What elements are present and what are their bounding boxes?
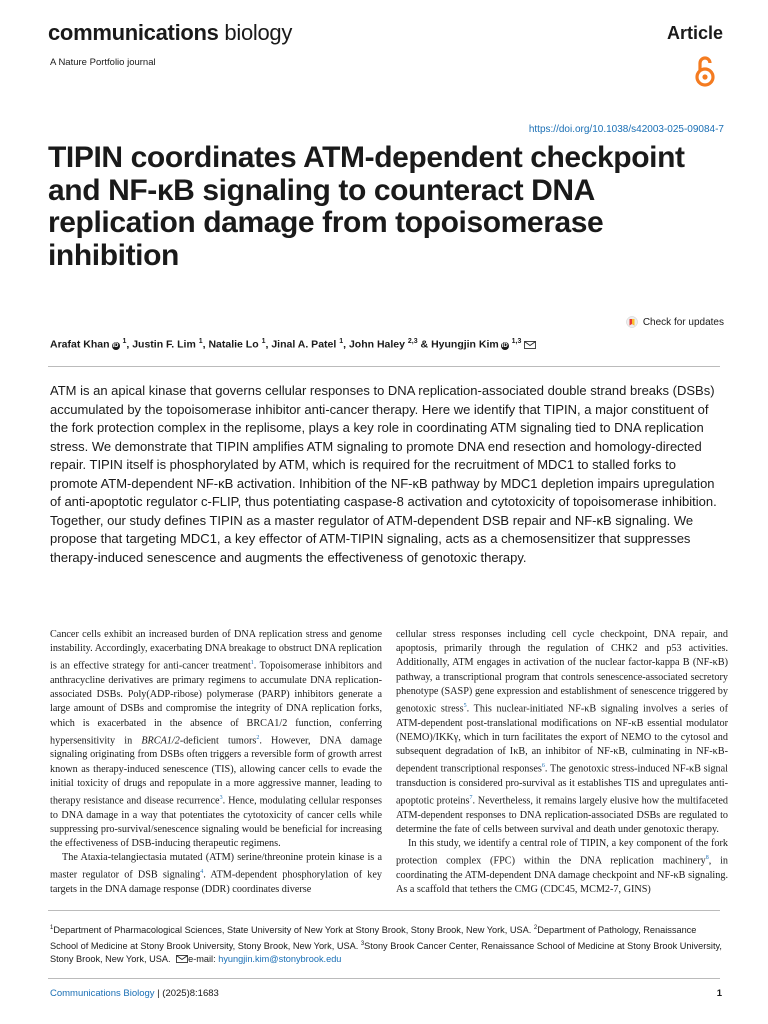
author-name[interactable]: Natalie Lo bbox=[208, 338, 259, 351]
body-column-left bbox=[50, 628, 382, 897]
affiliation-text: Department of Pharmacological Sciences, State University of New York at Stony Brook, Stony Brook, New York, USA. bbox=[53, 925, 534, 936]
affiliation-text: Stony Brook Cancer Center, Renaissance School of Medicine at Stony Brook University, Stony Brook, New York, USA. bbox=[50, 940, 722, 965]
doi-link[interactable]: https://doi.org/10.1038/s42003-025-09084-7 bbox=[528, 124, 724, 135]
body-text: In this study, we identify a central role of TIPIN, a key component of the fork protection complex (FPC) within the DNA replication machinery bbox=[396, 838, 728, 867]
divider-footnotes bbox=[48, 910, 720, 911]
author-affiliation: 2,3 bbox=[407, 338, 418, 345]
author-name[interactable]: Jinal A. Patel bbox=[271, 338, 337, 351]
email-icon bbox=[176, 955, 188, 963]
body-text: Cancer cells exhibit an increased burden of DNA replication stress and genome instability. Accordingly, exacerbating DNA breakage to obstruct DNA replication is an effective strategy for anti-cancer treatment bbox=[50, 629, 382, 672]
divider-footer bbox=[48, 978, 720, 979]
citation-ref[interactable]: 8 bbox=[705, 855, 709, 862]
article-type: Article bbox=[666, 23, 723, 43]
page-number: 1 bbox=[716, 988, 722, 999]
body-text: , in coordinating the ATM-dependent DNA damage checkpoint and NF-κB signaling. As a scaffold that tethers the CMG (CDC45, MCM2-7, GINS) bbox=[396, 855, 728, 896]
email-label: e-mail: bbox=[188, 954, 219, 965]
abstract: ATM is an apical kinase that governs cellular responses to DNA replication-associated double strand breaks (DSBs) accumulated by the topoisomerase inhibitor anti-cancer therapy. Here we identify that TIPIN, a major constituent of the fork protection complex in the replisome, plays a key role in coordinating ATM signaling tied to DNA replication stress. We demonstrate that TIPIN amplifies ATM signaling to promote DNA end resection and homology-directed repair. TIPIN itself is phosphorylated by ATM, which is required for the recruitment of MDC1 to stalled forks to promote ATM-dependent NF-κB activation. Inhibition of the NF-κB pathway by MDC1 depletion impairs upregulation of anti-apoptotic regulator c-FLIP, thus potentiating caspase-8 activation and cytotoxicity of topoisomerase inhibition. Together, our study defines TIPIN as a master regulator of ATM-dependent DSB repair and NF-κB signaling. We propose that targeting MDC1, a key effector of ATM-TIPIN signaling, acts as a chemosensitizer that suppresses therapy-induced senescence and augments the effectiveness of genotoxic therapy. bbox=[50, 383, 717, 565]
author-affiliation: 1 bbox=[339, 338, 344, 345]
affiliations bbox=[50, 922, 722, 967]
body-text: . The genotoxic stress-induced NF-κB signal transduction is considered pro-survival as it establishes TIS and upregulates anti-apoptotic proteins bbox=[396, 763, 728, 807]
check-updates-icon bbox=[626, 316, 638, 328]
author-affiliation: 1 bbox=[198, 338, 203, 345]
citation-ref[interactable]: 3 bbox=[219, 795, 223, 802]
article-title: TIPIN coordinates ATM-dependent checkpoint and NF-κB signaling to counteract DNA replication damage from topoisomerase inhibition bbox=[48, 141, 685, 272]
journal-name bbox=[48, 20, 292, 46]
body-text: The Ataxia-telangiectasia mutated (ATM) serine/threonine protein kinase is a master regulator of DSB signaling bbox=[50, 852, 382, 881]
body-paragraph bbox=[50, 851, 382, 897]
affiliation-number: 2 bbox=[533, 925, 538, 931]
author-affiliation: 1 bbox=[261, 338, 266, 345]
divider-top bbox=[48, 366, 720, 367]
italic-text: BRCA1/2 bbox=[141, 735, 180, 747]
journal-name-light: biology bbox=[224, 20, 293, 45]
orcid-icon[interactable]: iD bbox=[112, 342, 119, 349]
portfolio-label: A Nature Portfolio journal bbox=[50, 57, 156, 68]
body-text: . Topoisomerase inhibitors and anthracycline derivatives are primary regimens to accumulate DNA replication-associated DSBs. Poly(ADP-ribose) polymerase (PARP) inhibitors generate a large amount of DSBs and compromise the integrity of DNA replication forks, which is exacerbated in the absence of BRCA1/2 function, conferring hypersensitivity in bbox=[50, 660, 382, 747]
footer-journal-link[interactable]: Communications Biology bbox=[50, 988, 155, 999]
body-paragraph bbox=[50, 628, 382, 851]
email-icon[interactable] bbox=[524, 341, 536, 349]
body-text: . Nevertheless, it remains largely elusive how the multifaceted ATM-dependent responses to DNA replication-associated DSBs are regulated to determine the fate of cells between survival and death under genotoxic therapy. bbox=[396, 795, 728, 835]
body-paragraph bbox=[396, 628, 728, 837]
open-access-lock-icon[interactable] bbox=[694, 54, 716, 88]
author-name[interactable]: Hyungjin Kim bbox=[431, 338, 499, 351]
body-text: -deficient tumors bbox=[179, 735, 257, 747]
body-text: cellular stress responses including cell cycle checkpoint, DNA repair, and apoptosis, primarily through the regulation of CHK2 and p53 activities. Additionally, ATM engages in activation of the nuclear factor-kappa B (NF-κB) pathway, a transcriptional program that controls senescence-associated secretory phenotype (SASP) gene expression and establishment of senescence triggered by genotoxic stress bbox=[396, 629, 728, 715]
body-column-right bbox=[396, 628, 728, 897]
author-affiliation: 1,3 bbox=[511, 338, 522, 345]
check-updates-label: Check for updates bbox=[642, 316, 724, 328]
affiliation-text: Department of Pathology, Renaissance School of Medicine at Stony Brook University, Stony Brook, New York, USA. bbox=[50, 925, 697, 951]
footer-volume: | (2025)8:1683 bbox=[154, 988, 219, 999]
body-text: . ATM-dependent phosphorylation of key targets in the DNA damage response (DDR) coordinates diverse bbox=[50, 869, 382, 896]
citation-ref[interactable]: 1 bbox=[250, 660, 254, 667]
body-paragraph bbox=[396, 837, 728, 897]
author-affiliation: 1 bbox=[122, 338, 127, 345]
affiliation-number: 1 bbox=[50, 925, 54, 931]
author-list: Arafat Khan iD $^1$, Justin F. Lim $^1$, Natalie Lo $^1$, Jinal A. Patel $^1$, John Haley $^{2,3}$ & Hyungjin Kim iD $^{1,3}$ bbox=[50, 338, 536, 351]
author-name[interactable]: Justin F. Lim bbox=[132, 338, 196, 351]
orcid-icon[interactable]: iD bbox=[501, 342, 508, 349]
body-text: . Hence, modulating cellular responses to DNA damage in a way that potentiates the cytotoxicity of cancer cells while suppressing pro-survival/senescence signaling would be beneficial for increasing the effectiveness of DSB-inducing therapeutic regimens. bbox=[50, 795, 383, 850]
check-updates-button[interactable] bbox=[626, 316, 724, 328]
citation-ref[interactable]: 5 bbox=[463, 703, 467, 710]
citation-ref[interactable]: 7 bbox=[469, 795, 473, 802]
citation-ref[interactable]: 4 bbox=[200, 869, 204, 876]
affiliation-number: 3 bbox=[360, 940, 365, 947]
email-link[interactable]: hyungjin.kim@stonybrook.edu bbox=[218, 954, 342, 965]
footer-citation bbox=[50, 988, 219, 999]
citation-ref[interactable]: 6 bbox=[541, 763, 545, 770]
author-name[interactable]: John Haley bbox=[348, 338, 405, 351]
author-name[interactable]: Arafat Khan bbox=[50, 338, 110, 351]
citation-ref[interactable]: 2 bbox=[256, 734, 260, 741]
journal-name-bold: communications bbox=[48, 20, 219, 45]
body-text: . This nuclear-initiated NF-κB signaling involves a series of ATM-dependent post-translational modifications on NF-κB essential modulator (NEMO)/IKKγ, which in turn facilitates the export of NEMO to the cytosol and subsequent degradation of IκB, an inhibitor of NF-κB, culminating in NF-κB-dependent transcriptional responses bbox=[396, 703, 728, 775]
body-text: . However, DNA damage signaling originating from DSBs often triggers a reversible form of growth arrest known as therapy-induced senescence (TIS), allowing cancer cells to evade the initial toxicity of drugs and repopulate in a more aggressive manner, leading to therapy resistance and disease recurrence bbox=[50, 735, 382, 807]
